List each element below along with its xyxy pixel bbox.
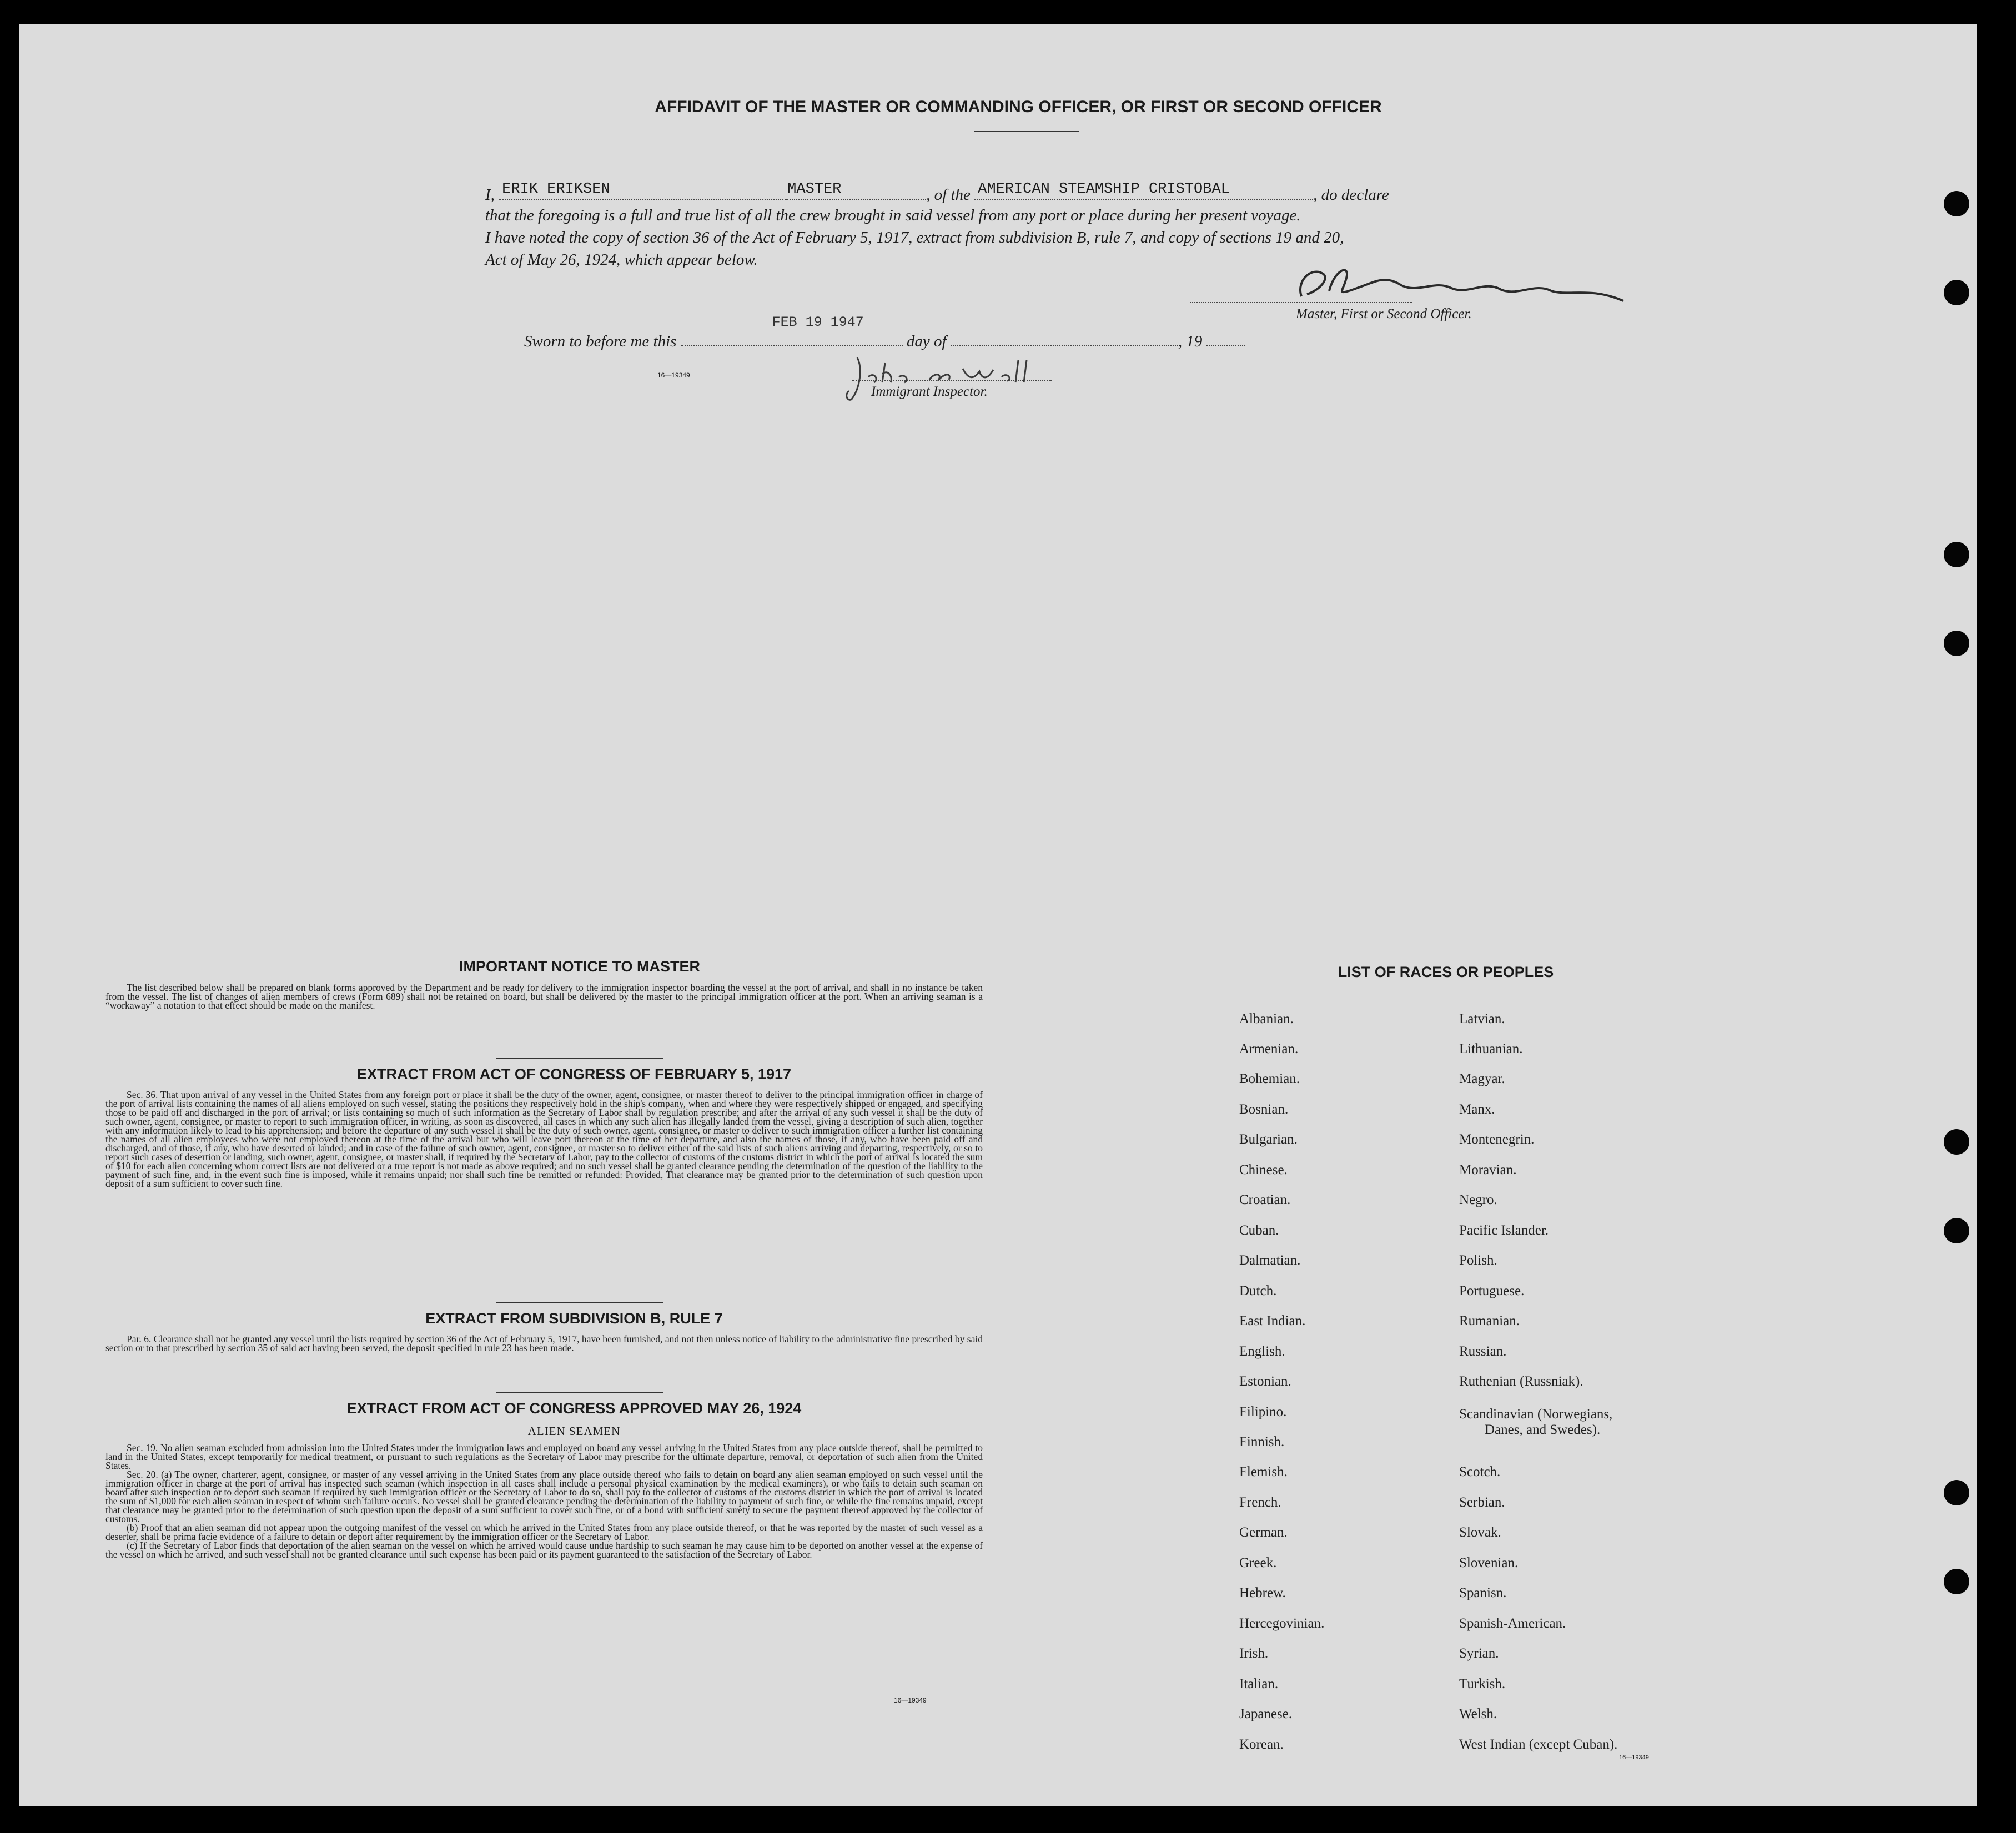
master-signature-line: [1190, 302, 1412, 303]
form-number-bottom: 16—19349: [894, 1696, 927, 1704]
sec36-paragraph: Sec. 36. That upon arrival of any vessel in the United States from any foreign port or place it shall be the duty of the owner, agent, consignee, or master thereof to deliver to the principal immigration officer in charge of the port of arrival lists containing the names of all aliens employed on such vessel, stating the positions they respectively hold in the ship's company, when and where they were respectively shipped or engaged, and specifying those to be paid off and discharged in the port of arrival; or lists containing so much of such information as the Secretary of Labor shall by regulation prescribe; and after the arrival of any such vessel it shall be the duty of such owner, agent, consignee, or master to report to such immigration officer, in writing, as soon as discovered, all cases in which any such alien has illegally landed from the vessel, giving a description of such alien, together with any information likely to lead to his apprehension; and before the departure of any such vessel it shall be the duty of such owner, agent, consignee, or master to deliver to such immigration officer a further list containing the names of all alien employees who were not employed thereon at the time of the arrival but who will leave port thereon at the time of her departure, and also the names of those, if any, who have been paid off and discharged, and of those, if any, who have deserted or landed; and in case of the failure of such owner, agent, consignee, or master so to deliver either of the said lists of such aliens arriving and departing, respectively, or so to report such cases of desertion or landing, such owner, agent, consignee, or master shall, if required by the Secretary of Labor, pay to the collector of customs of the customs district in which the port of arrival is located the sum of $10 for each alien concerning whom correct lists are not delivered or a true report is not made as above required; and no such vessel shall be granted clearance pending the determination of the question of the liability to the payment of such fine, and, in the event such fine is imposed, while it remains unpaid; nor shall such fine be remitted or refunded: Provided, That clearance may be granted prior to the determination of such question upon deposit of a sum sufficient to cover such fine.: [105, 1089, 983, 1189]
race-item: Welsh.: [1459, 1706, 1497, 1721]
vessel-name: AMERICAN STEAMSHIP CRISTOBAL: [978, 181, 1230, 198]
punch-hole: [1944, 631, 1969, 656]
race-item: Bohemian.: [1239, 1071, 1300, 1086]
extract-1924-body: [105, 1443, 983, 1559]
punch-hole: [1944, 280, 1969, 305]
race-item: Japanese.: [1239, 1706, 1293, 1721]
race-item: Hercegovinian.: [1239, 1616, 1325, 1631]
race-item: Pacific Islander.: [1459, 1223, 1549, 1238]
race-item: Bulgarian.: [1239, 1132, 1298, 1147]
year-field: [1206, 331, 1245, 346]
punch-hole: [1944, 191, 1969, 216]
month-field: [951, 331, 1178, 346]
day-of-text: day of: [906, 333, 947, 350]
extract-1917-body: [105, 1090, 983, 1188]
extract-1917-title: EXTRACT FROM ACT OF CONGRESS OF FEBRUARY 5, 1917: [356, 1066, 792, 1082]
extract-rule7-title: EXTRACT FROM SUBDIVISION B, RULE 7: [425, 1310, 723, 1327]
race-item: Ruthenian (Russniak).: [1459, 1374, 1583, 1389]
race-item: Russian.: [1459, 1344, 1507, 1359]
line1-prefix: I,: [485, 186, 495, 204]
par6-paragraph: Par. 6. Clearance shall not be granted any vessel until the lists required by section 36 of the Act of February 5, 1917, have been furnished, and not then unless notice of liability to the administrative fine prescribed by said section or to that prescribed by section 35 of said act having been served, the deposit specified in rule 23 has been made.: [105, 1333, 983, 1353]
race-item: Manx.: [1459, 1102, 1495, 1117]
alien-seamen-subtitle: ALIEN SEAMEN: [527, 1424, 621, 1438]
do-declare-text: , do declare: [1313, 186, 1389, 204]
race-item: Flemish.: [1239, 1464, 1288, 1479]
race-item: Lithuanian.: [1459, 1041, 1523, 1056]
master-name-field: [499, 181, 787, 200]
race-item: Moravian.: [1459, 1162, 1517, 1177]
race-item: Negro.: [1459, 1192, 1497, 1207]
race-item: Rumanian.: [1459, 1313, 1520, 1328]
race-item: Albanian.: [1239, 1011, 1294, 1026]
race-item: German.: [1239, 1525, 1288, 1540]
race-item: West Indian (except Cuban).: [1459, 1737, 1618, 1752]
punch-hole: [1944, 542, 1969, 567]
races-title: LIST OF RACES OR PEOPLES: [1338, 964, 1554, 980]
race-item: Serbian.: [1459, 1495, 1505, 1510]
race-item: English.: [1239, 1344, 1285, 1359]
sec20a-paragraph: Sec. 20. (a) The owner, charterer, agent, consignee, or master of any vessel arriving in the United States from any place outside thereof who fails to detain on board any alien seaman employed on such vessel until the immigration officer in charge at the port of arrival has inspected such seaman (which inspection in all cases shall include a personal physical examination by the medical examiners), or who fails to detain such seaman on board after such inspection or to deport such seaman if required by such immigration officer or the Secretary of Labor to do so, shall pay to the collector of customs of the customs district in which the port of arrival is located the sum of $1,000 for each alien seaman in respect of whom such failure occurs. No vessel shall be granted clearance pending the determination of the liability to payment of such fine, or while the fine remains unpaid, except that clearance may be granted prior to the determination of such question upon the deposit of a sum sufficient to cover such fine, or of a bond with sufficient surety to secure the payment thereof approved by the collector of customs.: [105, 1469, 983, 1524]
race-item: Filipino.: [1239, 1404, 1287, 1419]
sec20c-paragraph: (c) If the Secretary of Labor finds that deportation of the alien seaman on the vessel on which he arrived would cause undue hardship to such seaman he may cause him to be deported on another vessel at the expense of the vessel on which he arrived, and such vessel shall not be granted clearance until such expense has been paid or its payment guaranteed to the satisfaction of the Secretary of Labor.: [105, 1540, 983, 1560]
sec19-paragraph: Sec. 19. No alien seaman excluded from admission into the United States under the immigration laws and employed on board any vessel arriving in the United States from any place outside thereof, shall be permitted to land in the United States, except temporarily for medical treatment, or pursuant to such regulations as the Secretary of Labor may prescribe for the ultimate departure, removal, or deportation of such alien from the United States.: [105, 1442, 983, 1471]
master-signature: [1290, 258, 1646, 308]
affidavit-line-4: Act of May 26, 1924, which appear below.: [485, 251, 758, 269]
race-item: Croatian.: [1239, 1192, 1291, 1207]
notice-paragraph: The list described below shall be prepared on blank forms approved by the Department and be ready for delivery to the immigration inspector boarding the vessel at the port of arrival, and shall in no instance be taken from the vessel. The list of changes of alien members of crews (Form 689) shall not be retained on board, but shall be delivered by the master to the principal immigration officer at the port. When an arriving seaman is a “workaway” a notation to that effect should be made on the manifest.: [105, 982, 983, 1011]
punch-hole: [1944, 1569, 1969, 1594]
race-item: Montenegrin.: [1459, 1132, 1535, 1147]
race-item: East Indian.: [1239, 1313, 1306, 1328]
race-item: Chinese.: [1239, 1162, 1288, 1177]
race-item: French.: [1239, 1495, 1281, 1510]
race-item: Spanish-American.: [1459, 1616, 1566, 1631]
race-item: Korean.: [1239, 1737, 1284, 1752]
rank-field: [787, 181, 926, 200]
race-item: Scotch.: [1459, 1464, 1501, 1479]
race-item: Hebrew.: [1239, 1585, 1286, 1600]
inspector-caption: Immigrant Inspector.: [871, 384, 988, 399]
stamp-date: FEB 19 1947: [772, 314, 864, 330]
race-item: Irish.: [1239, 1646, 1269, 1661]
of-the-text: , of the: [926, 186, 971, 204]
race-item: Turkish.: [1459, 1676, 1506, 1691]
affidavit-line-1: [485, 181, 1389, 204]
race-item: Danes, and Swedes).: [1485, 1422, 1601, 1437]
race-item: Latvian.: [1459, 1011, 1505, 1026]
vessel-field: [974, 181, 1313, 200]
race-item: Bosnian.: [1239, 1102, 1289, 1117]
extract-1924-title: EXTRACT FROM ACT OF CONGRESS APPROVED MAY 26, 1924: [346, 1400, 802, 1417]
notice-title: IMPORTANT NOTICE TO MASTER: [459, 958, 700, 975]
sworn-date-field: [681, 314, 903, 346]
race-item: Cuban.: [1239, 1223, 1279, 1238]
affidavit-title: AFFIDAVIT OF THE MASTER OR COMMANDING OFFICER, OR FIRST OR SECOND OFFICER: [655, 98, 1382, 116]
sec20b-paragraph: (b) Proof that an alien seaman did not appear upon the outgoing manifest of the vessel on which he arrived in the United States from any place outside thereof, or that he was reported by the master of such vessel as a deserter, shall be prima facie evidence of a failure to detain or deport after requirement by the immigration officer or the Secretary of Labor.: [105, 1522, 983, 1542]
punch-hole: [1944, 1480, 1969, 1505]
race-item: Spanisn.: [1459, 1585, 1507, 1600]
rule-rule7: [496, 1302, 663, 1303]
race-item: Finnish.: [1239, 1434, 1285, 1449]
rank: MASTER: [787, 181, 842, 198]
punch-hole: [1944, 1218, 1969, 1243]
master-name: ERIK ERIKSEN: [502, 181, 610, 198]
affidavit-line-3: I have noted the copy of section 36 of the Act of February 5, 1917, extract from subdivision B, rule 7, and copy of sections 19 and 20,: [485, 229, 1344, 246]
extract-rule7-body: [105, 1335, 983, 1352]
race-item: Italian.: [1239, 1676, 1279, 1691]
punch-hole: [1944, 1129, 1969, 1155]
race-item: Slovak.: [1459, 1525, 1501, 1540]
race-item: Dalmatian.: [1239, 1253, 1301, 1268]
document-page: [19, 24, 1977, 1806]
form-number-races: 16—19349: [1619, 1754, 1649, 1761]
race-item: Polish.: [1459, 1253, 1497, 1268]
race-item: Estonian.: [1239, 1374, 1291, 1389]
form-number-top: 16—19349: [657, 371, 690, 379]
race-item: Greek.: [1239, 1555, 1277, 1570]
title-rule: [974, 131, 1079, 132]
race-item: Portuguese.: [1459, 1283, 1525, 1298]
race-item: Slovenian.: [1459, 1555, 1519, 1570]
signature-caption: Master, First or Second Officer.: [1296, 306, 1472, 321]
race-item: Dutch.: [1239, 1283, 1277, 1298]
race-item: Magyar.: [1459, 1071, 1505, 1086]
rule-1924: [496, 1392, 663, 1393]
affidavit-line-2: that the foregoing is a full and true list of all the crew brought in said vessel from any port or place during her present voyage.: [485, 207, 1301, 224]
year-prefix: , 19: [1178, 333, 1203, 350]
master-signature-scribble: [1290, 258, 1646, 308]
race-item: Syrian.: [1459, 1646, 1499, 1661]
race-item: Armenian.: [1239, 1041, 1299, 1056]
rule-1917: [496, 1058, 663, 1059]
race-item: Scandinavian (Norwegians,: [1459, 1407, 1613, 1422]
sworn-prefix: Sworn to before me this: [524, 333, 677, 350]
inspector-signature-line: [852, 380, 1052, 381]
notice-body: [105, 983, 983, 1010]
